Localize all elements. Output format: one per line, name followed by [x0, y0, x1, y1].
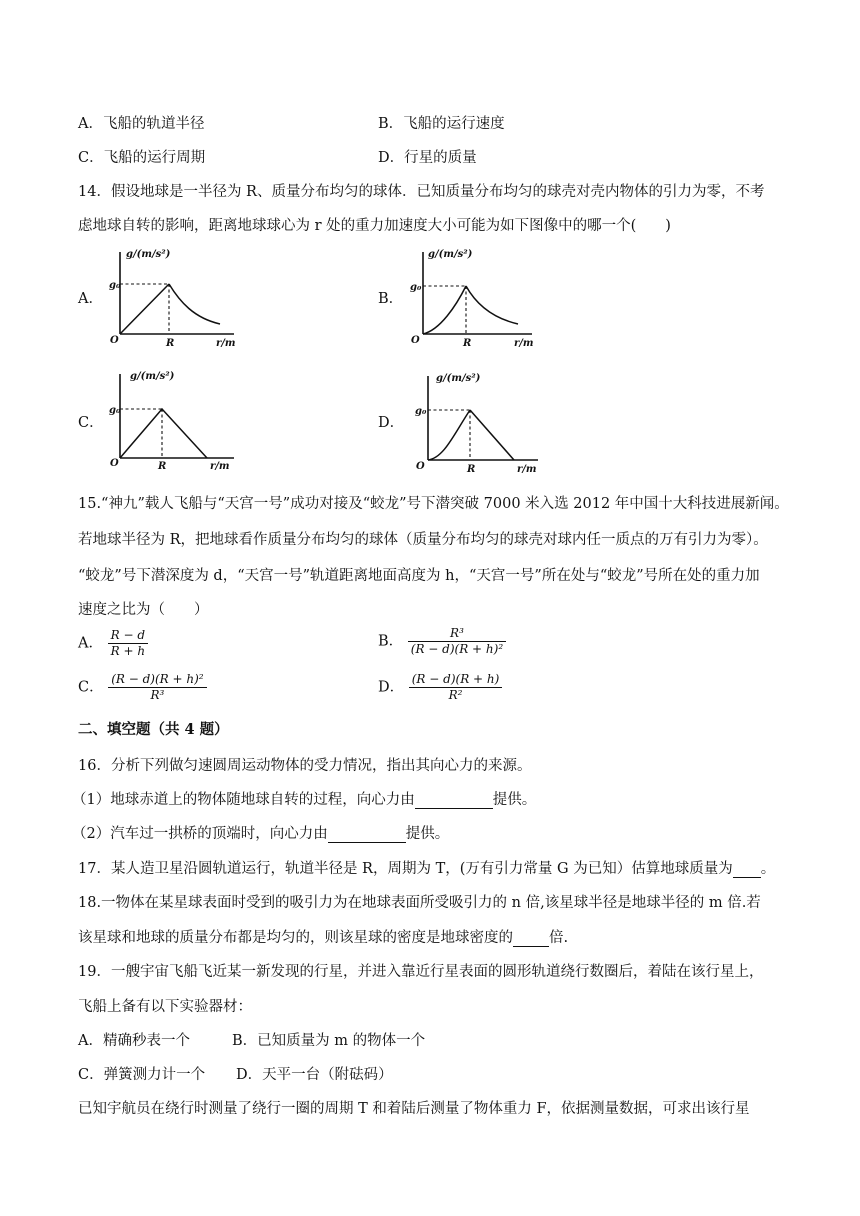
g0-label: g₀ [109, 405, 121, 416]
q16-sub2-suffix: 提供。 [405, 826, 450, 842]
q14-option-a-label: A． [78, 291, 103, 307]
g0-label: g₀ [410, 282, 422, 293]
q13-option-c: C．飞船的运行周期 [78, 150, 206, 166]
q14-stem-line1: 14．假设地球是一半径为 R、质量分布均匀的球体．已知质量分布均匀的球壳对壳内物体的引力为零，不考 [78, 184, 765, 200]
x-axis-label: r/m [517, 464, 537, 475]
q18-suffix: 倍. [549, 930, 569, 946]
option-label: A． [78, 635, 103, 652]
r-label: R [463, 338, 472, 349]
x-axis-label: r/m [216, 338, 236, 349]
q14-option-c-label: C． [78, 415, 104, 431]
option-label: B． [378, 633, 404, 650]
denominator: R³ [108, 687, 206, 703]
q15-stem-line1: 15.“神九”载人飞船与“天宫一号”成功对接及“蛟龙”号下潜突破 7000 米入选 2012 年中国十大科技进展新闻。 [78, 496, 789, 512]
falling-line [470, 410, 514, 460]
r-label: R [467, 464, 476, 475]
q15-stem-line2: 若地球半径为 R，把地球看作质量分布均匀的球体（质量分布均匀的球壳对球内任一质点的万有引力为零）。 [78, 532, 768, 548]
q14-graph-b [408, 244, 538, 354]
q17-suffix: 。 [760, 861, 776, 877]
q15-option-c [78, 672, 207, 703]
y-axis-label: g/(m/s²) [436, 373, 481, 384]
triangle-curve [120, 409, 207, 458]
q13-option-b: B．飞船的运行速度 [378, 116, 505, 132]
q16-sub1-text: （1）地球赤道上的物体随地球自转的过程，向心力由 [72, 792, 415, 808]
q16-sub2 [72, 822, 449, 843]
origin-label: O [110, 458, 119, 469]
answer-blank[interactable] [733, 863, 761, 878]
g0-label: g₀ [415, 406, 427, 417]
r-label: R [158, 461, 167, 472]
denominator: (R − d)(R + h)² [408, 641, 506, 657]
numerator: R³ [450, 626, 464, 640]
q19-stem-line1: 19．一艘宇宙飞船飞近某一新发现的行星，并进入靠近行星表面的圆形轨道绕行数圈后，着陆在该行星上， [78, 964, 764, 980]
q15-option-d [378, 672, 502, 703]
option-label: D． [378, 679, 405, 696]
r-label: R [166, 338, 175, 349]
origin-label: O [416, 461, 425, 472]
y-axis-label: g/(m/s²) [428, 249, 473, 260]
q14-option-d-label: D． [378, 415, 405, 431]
rising-curve [423, 286, 466, 334]
q19-option-b: B．已知质量为 m 的物体一个 [232, 1033, 426, 1049]
q14-graph-a [109, 244, 242, 354]
y-axis-label: g/(m/s²) [130, 371, 175, 382]
q13-option-d: D．行星的质量 [378, 150, 477, 166]
q18-stem-line2 [78, 926, 568, 947]
q14-graph-d [414, 368, 544, 478]
numerator: (R − d)(R + h) [411, 672, 500, 686]
q18-text: 该星球和地球的质量分布都是均匀的，则该星球的密度是地球密度的 [78, 930, 513, 946]
answer-blank[interactable] [415, 794, 493, 809]
option-label: C． [78, 679, 104, 696]
q15-stem-line4: 速度之比为（ ） [78, 602, 209, 618]
numerator: R − d [110, 628, 146, 642]
g0-label: g₀ [109, 280, 121, 291]
q19-stem-line-last: 已知宇航员在绕行时测量了绕行一圈的周期 T 和着陆后测量了物体重力 F，依据测量数据，可求出该行星 [78, 1101, 750, 1117]
x-axis-label: r/m [514, 338, 534, 349]
q16-stem: 16．分析下列做匀速圆周运动物体的受力情况，指出其向心力的来源。 [78, 758, 532, 774]
answer-blank[interactable] [513, 932, 549, 947]
numerator: (R − d)(R + h)² [111, 672, 204, 686]
linear-segment [120, 284, 169, 334]
fraction [108, 628, 148, 659]
section-title: 二、填空题（共 4 题） [78, 721, 229, 738]
fraction [409, 672, 503, 703]
q15-option-b [378, 626, 506, 657]
q15-stem-line3: “蛟龙”号下潜深度为 d，“天宫一号”轨道距离地面高度为 h，“天宫一号”所在处与“蛟龙”号所在处的重力加 [78, 568, 760, 584]
denominator: R + h [108, 643, 148, 659]
q19-option-a: A．精确秒表一个 [78, 1033, 190, 1049]
y-axis-label: g/(m/s²) [126, 249, 171, 260]
q14-graph-c [109, 366, 242, 474]
rising-curve [428, 410, 470, 460]
q17-stem [78, 857, 775, 878]
q16-sub1-suffix: 提供。 [492, 792, 537, 808]
q14-stem-line2: 虑地球自转的影响，距离地球球心为 r 处的重力加速度大小可能为如下图像中的哪一个( ) [78, 218, 671, 234]
q16-sub2-text: （2）汽车过一拱桥的顶端时，向心力由 [72, 826, 328, 842]
q17-text: 17．某人造卫星沿圆轨道运行，轨道半径是 R，周期为 T，(万有引力常量 G 为已知）估算地球质量为 [78, 861, 733, 877]
answer-blank[interactable] [328, 828, 406, 843]
q16-sub1 [72, 788, 536, 809]
q18-stem-line1: 18.一物体在某星球表面时受到的吸引力为在地球表面所受吸引力的 n 倍,该星球半径是地球半径的 m 倍.若 [78, 895, 761, 911]
denominator: R² [409, 687, 503, 703]
q19-stem-line2: 飞船上备有以下实验器材： [78, 999, 252, 1015]
origin-label: O [411, 335, 420, 346]
fraction [108, 672, 206, 703]
q19-option-d: D．天平一台（附砝码） [236, 1067, 393, 1083]
decay-curve [169, 284, 220, 324]
fraction [408, 626, 506, 657]
x-axis-label: r/m [210, 461, 230, 472]
decay-curve [466, 286, 518, 324]
q15-option-a [78, 628, 148, 659]
q13-option-a: A．飞船的轨道半径 [78, 116, 205, 132]
q19-option-c: C．弹簧测力计一个 [78, 1067, 206, 1083]
q14-option-b-label: B． [378, 291, 404, 307]
origin-label: O [110, 335, 119, 346]
